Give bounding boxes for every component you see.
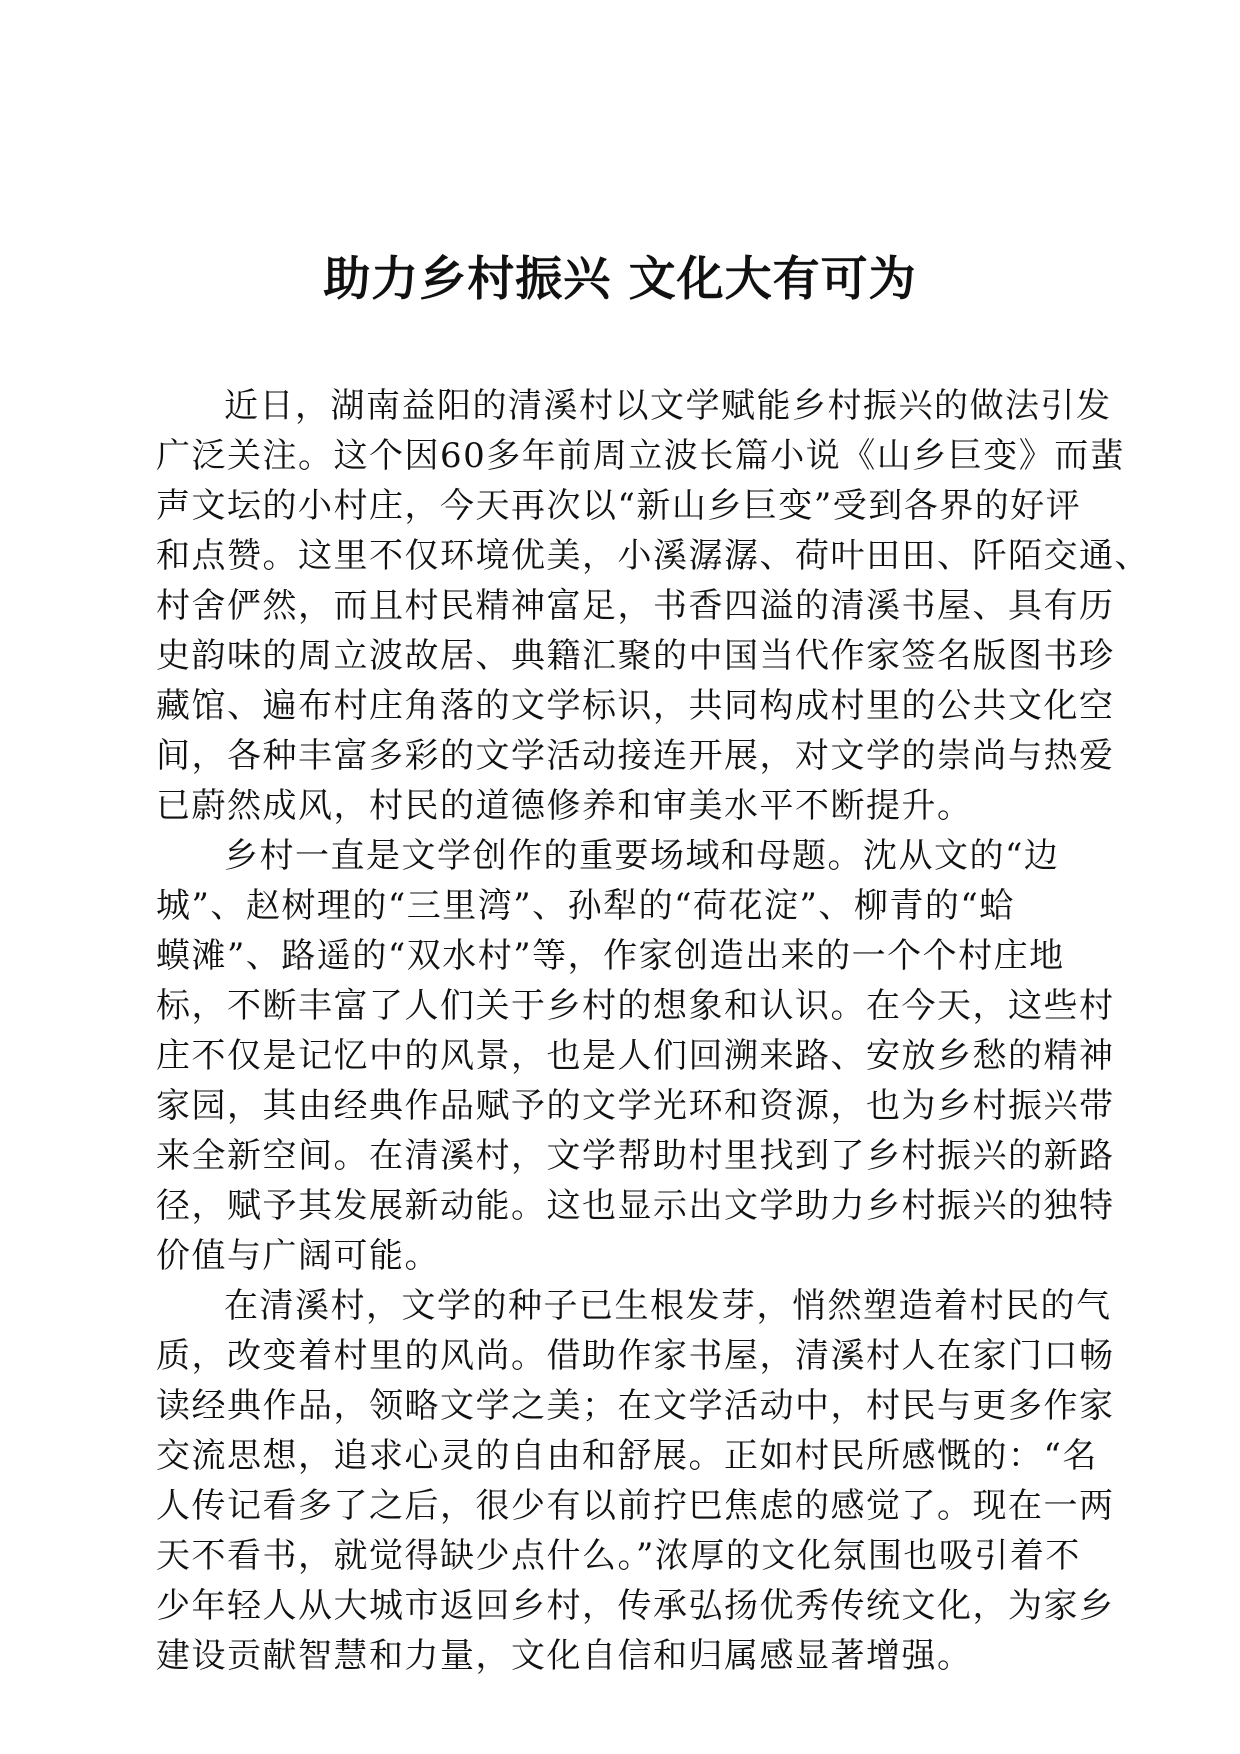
text-line: 少年轻人从大城市返回乡村，传承弘扬优秀传统文化，为家乡 — [156, 1586, 1115, 1626]
paragraph-1 — [156, 381, 1150, 831]
text-line: 村舍俨然，而且村民精神富足，书香四溢的清溪书屋、具有历 — [156, 586, 1115, 626]
text-line: 在清溪村，文学的种子已生根发芽，悄然塑造着村民的气 — [224, 1286, 1112, 1326]
paragraph-2 — [156, 831, 1115, 1281]
text-line: 家园，其由经典作品赋予的文学光环和资源，也为乡村振兴带 — [156, 1086, 1115, 1126]
text-line: 来全新空间。在清溪村，文学帮助村里找到了乡村振兴的新路 — [156, 1136, 1115, 1176]
text-line: 人传记看多了之后，很少有以前拧巴焦虑的感觉了。现在一两 — [156, 1486, 1115, 1526]
text-line: 建设贡献智慧和力量，文化自信和归属感显著增强。 — [156, 1636, 973, 1676]
text-line: 乡村一直是文学创作的重要场域和母题。沈从文的“边 — [224, 836, 1060, 876]
text-line: 交流思想，追求心灵的自由和舒展。正如村民所感慨的：“名 — [156, 1436, 1098, 1476]
text-line: 价值与广阔可能。 — [156, 1236, 440, 1276]
text-line: 间，各种丰富多彩的文学活动接连开展，对文学的崇尚与热爱 — [156, 736, 1115, 776]
text-line: 城”、赵树理的“三里湾”、孙犁的“荷花淀”、柳青的“蛤 — [156, 886, 1015, 926]
text-line: 声文坛的小村庄，今天再次以“新山乡巨变”受到各界的好评 — [156, 486, 1082, 526]
text-line: 标，不断丰富了人们关于乡村的想象和认识。在今天，这些村 — [156, 986, 1115, 1026]
text-line: 庄不仅是记忆中的风景，也是人们回溯来路、安放乡愁的精神 — [156, 1036, 1115, 1076]
text-line: 读经典作品，领略文学之美；在文学活动中，村民与更多作家 — [156, 1386, 1115, 1426]
page-title: 助力乡村振兴 文化大有可为 — [323, 252, 917, 307]
paragraph-3 — [156, 1281, 1115, 1681]
text-line: 史韵味的周立波故居、典籍汇聚的中国当代作家签名版图书珍 — [156, 636, 1115, 676]
article-body — [156, 381, 1150, 1681]
text-line: 近日，湖南益阳的清溪村以文学赋能乡村振兴的做法引发 — [224, 386, 1112, 426]
text-line: 广泛关注。这个因60多年前周立波长篇小说《山乡巨变》而蜚 — [156, 436, 1126, 476]
text-line: 蟆滩”、路遥的“双水村”等，作家创造出来的一个个村庄地 — [156, 936, 1065, 976]
text-line: 质，改变着村里的风尚。借助作家书屋，清溪村人在家门口畅 — [156, 1336, 1115, 1376]
text-line: 藏馆、遍布村庄角落的文学标识，共同构成村里的公共文化空 — [156, 686, 1115, 726]
text-line: 已蔚然成风，村民的道德修养和审美水平不断提升。 — [156, 786, 973, 826]
text-line: 天不看书，就觉得缺少点什么。”浓厚的文化氛围也吸引着不 — [156, 1536, 1081, 1576]
text-line: 径，赋予其发展新动能。这也显示出文学助力乡村振兴的独特 — [156, 1186, 1115, 1226]
text-line: 和点赞。这里不仅环境优美，小溪潺潺、荷叶田田、阡陌交通、 — [156, 536, 1150, 576]
